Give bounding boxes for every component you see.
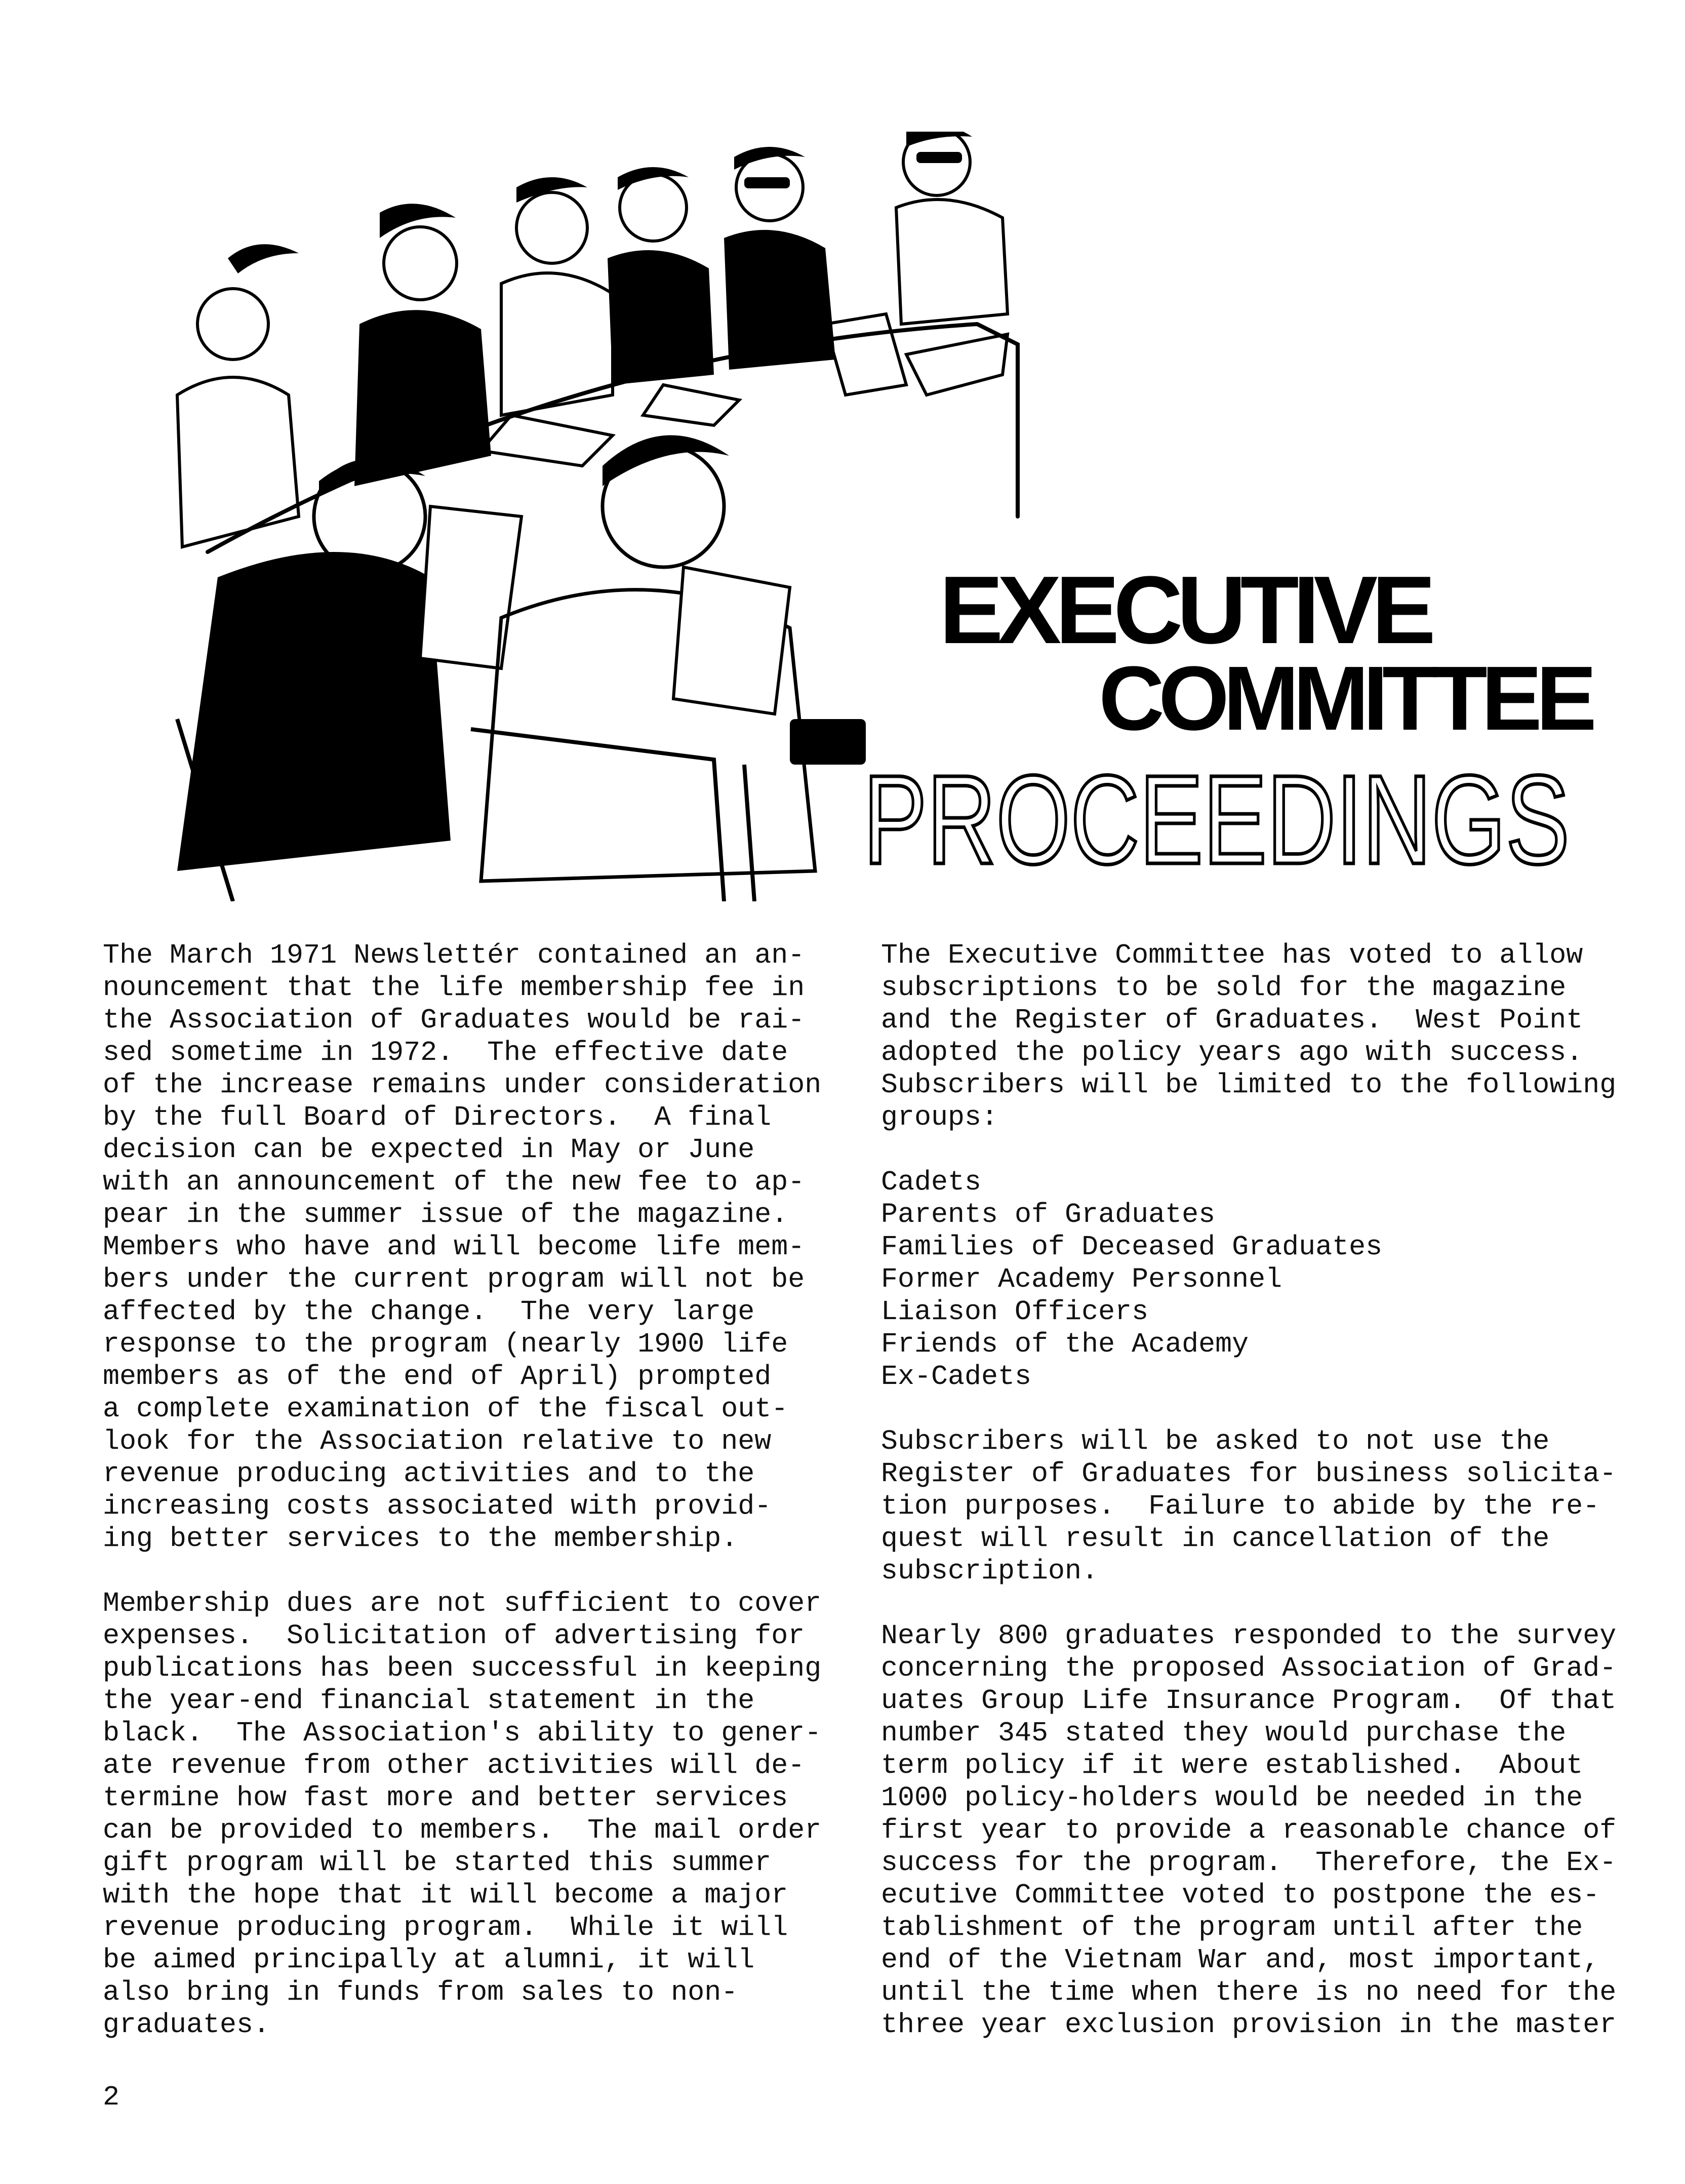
text-line: subscriptions to be sold for the magazine xyxy=(881,972,1567,1004)
text-line: graduates. xyxy=(103,2009,270,2041)
text-line: adopted the policy years ago with success. xyxy=(881,1037,1583,1068)
text-line: black. The Association's ability to gener- xyxy=(103,1717,822,1749)
paragraph xyxy=(881,1620,1640,2041)
text-line: ing better services to the membership. xyxy=(103,1523,738,1555)
text-line: Ex-Cadets xyxy=(881,1361,1032,1393)
text-line: with the hope that it will become a major xyxy=(103,1879,788,1911)
text-line: Members who have and will become life mem- xyxy=(103,1231,805,1263)
text-line: pear in the summer issue of the magazine. xyxy=(103,1199,788,1230)
text-line: the Association of Graduates would be rai- xyxy=(103,1004,805,1036)
text-line: affected by the change. The very large xyxy=(103,1296,755,1328)
text-line: Cadets xyxy=(881,1166,982,1198)
text-line: success for the program. Therefore, the Ex- xyxy=(881,1847,1617,1879)
text-line: tablishment of the program until after the xyxy=(881,1912,1583,1943)
text-line: quest will result in cancellation of the xyxy=(881,1523,1550,1555)
text-line: concerning the proposed Association of Grad- xyxy=(881,1652,1617,1684)
svg-text:PROCEEDINGS: PROCEEDINGS xyxy=(863,760,1570,876)
paragraph xyxy=(881,1425,1640,1587)
text-line: of the increase remains under consideration xyxy=(103,1069,822,1101)
paragraph xyxy=(881,939,1640,1134)
text-line: Parents of Graduates xyxy=(881,1199,1216,1230)
text-line: ecutive Committee voted to postpone the es- xyxy=(881,1879,1600,1911)
paragraph xyxy=(103,1587,862,2041)
paragraph xyxy=(881,1166,1640,1393)
text-line: revenue producing program. While it will xyxy=(103,1912,788,1943)
text-line: ate revenue from other activities will de- xyxy=(103,1750,805,1781)
text-line: Liaison Officers xyxy=(881,1296,1149,1328)
right-column xyxy=(881,939,1640,2074)
text-line: increasing costs associated with provid- xyxy=(103,1490,772,1522)
text-line: end of the Vietnam War and, most important, xyxy=(881,1944,1600,1976)
text-line: also bring in funds from sales to non- xyxy=(103,1976,738,2008)
text-line: three year exclusion provision in the master xyxy=(881,2009,1617,2041)
title-committee: COMMITTEE xyxy=(1099,648,1591,749)
text-line: 1000 policy-holders would be needed in the xyxy=(881,1782,1583,1814)
text-line: and the Register of Graduates. West Point xyxy=(881,1004,1583,1036)
text-line: Families of Deceased Graduates xyxy=(881,1231,1383,1263)
text-line: groups: xyxy=(881,1101,998,1133)
text-line: termine how fast more and better services xyxy=(103,1782,788,1814)
text-line: subscription. xyxy=(881,1555,1099,1587)
paragraph xyxy=(103,939,862,1555)
text-line: The Executive Committee has voted to allow xyxy=(881,939,1583,971)
text-line: sed sometime in 1972. The effective date xyxy=(103,1037,788,1068)
text-line: a complete examination of the fiscal out- xyxy=(103,1393,788,1425)
text-line: Former Academy Personnel xyxy=(881,1263,1282,1295)
text-line: members as of the end of April) prompted xyxy=(103,1361,772,1393)
left-column xyxy=(103,939,862,2074)
text-line: the year-end financial statement in the xyxy=(103,1685,755,1717)
text-line: Nearly 800 graduates responded to the survey xyxy=(881,1620,1617,1652)
text-line: Membership dues are not sufficient to cover xyxy=(103,1587,822,1619)
text-line: can be provided to members. The mail order xyxy=(103,1814,822,1846)
page-number: 2 xyxy=(103,2081,120,2113)
title-executive: EXECUTIVE xyxy=(939,557,1430,664)
text-line: first year to provide a reasonable chance of xyxy=(881,1814,1617,1846)
text-line: term policy if it were established. About xyxy=(881,1750,1583,1781)
text-line: uates Group Life Insurance Program. Of that xyxy=(881,1685,1617,1717)
text-line: Register of Graduates for business solicita- xyxy=(881,1458,1617,1490)
text-line: response to the program (nearly 1900 life xyxy=(103,1328,788,1360)
text-line: expenses. Solicitation of advertising for xyxy=(103,1620,805,1652)
text-line: until the time when there is no need for the xyxy=(881,1976,1617,2008)
text-line: Subscribers will be limited to the following xyxy=(881,1069,1617,1101)
text-line: with an announcement of the new fee to ap- xyxy=(103,1166,805,1198)
text-line: number 345 stated they would purchase the xyxy=(881,1717,1567,1749)
text-line: be aimed principally at alumni, it will xyxy=(103,1944,755,1976)
text-line: Subscribers will be asked to not use the xyxy=(881,1425,1550,1457)
text-line: publications has been successful in keeping xyxy=(103,1652,822,1684)
text-line: by the full Board of Directors. A final xyxy=(103,1101,772,1133)
text-line: nouncement that the life membership fee in xyxy=(103,972,805,1004)
text-line: tion purposes. Failure to abide by the re- xyxy=(881,1490,1600,1522)
text-line: decision can be expected in May or June xyxy=(103,1134,755,1166)
text-line: The March 1971 Newslettér contained an an- xyxy=(103,939,805,971)
title-proceedings xyxy=(863,760,1570,876)
text-line: bers under the current program will not be xyxy=(103,1263,805,1295)
text-line: Friends of the Academy xyxy=(881,1328,1249,1360)
text-line: look for the Association relative to new xyxy=(103,1425,772,1457)
text-line: gift program will be started this summer xyxy=(103,1847,772,1879)
text-line: revenue producing activities and to the xyxy=(103,1458,755,1490)
